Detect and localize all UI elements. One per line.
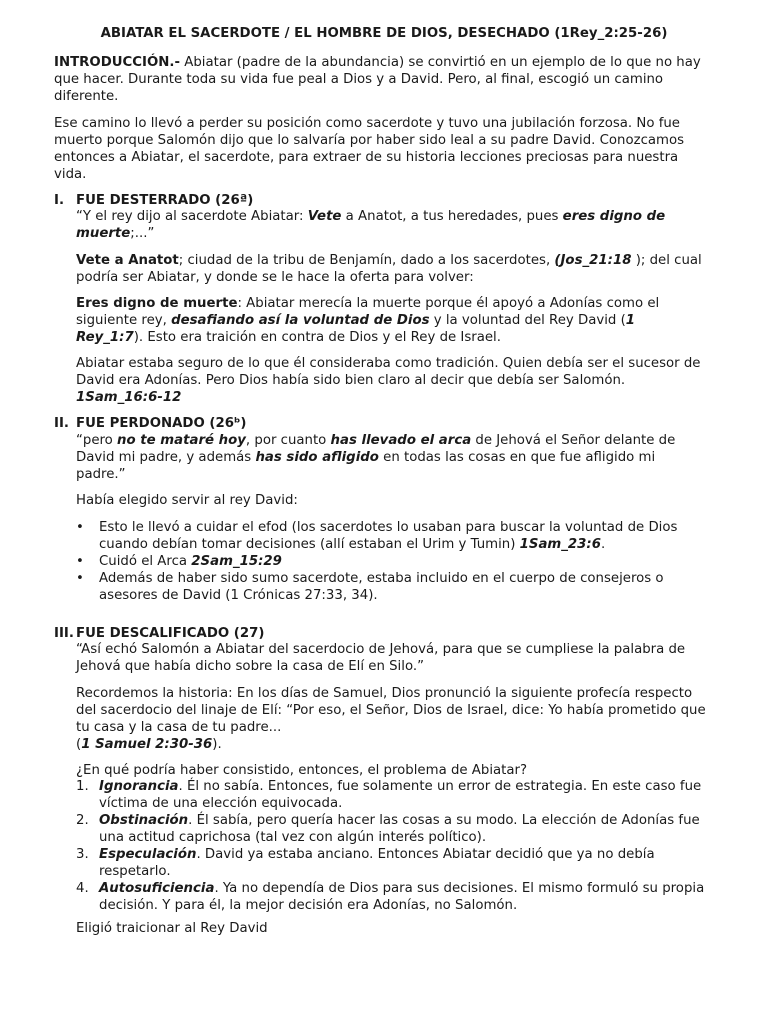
intro-text: Abiatar (padre de la abundancia) se convirtió en un ejemplo de lo que no hay que hacer. Durante toda su vida fue peal a Dios y a David. Pero, al final, escogió un camino diferente. [54,55,701,104]
section-2-quote: “pero no te mataré hoy, por cuanto has llevado el arca de Jehová el Señor delante de David mi padre, y además has sido afligido en todas las cosas en que fue afligido mi padre.” [76,433,676,482]
section-1-heading [54,192,253,209]
section-3-title: FUE DESCALIFICADO (27) [76,626,265,641]
section-1-paragraph-3: Abiatar estaba seguro de lo que él consideraba como tradición. Quien debía ser el sucesor de David era Adonías. Pero Dios había sido bien claro al decir que debía ser Salomón. 1Sam_16:6-12 [76,356,701,405]
section-1-quote: “Y el rey dijo al sacerdote Abiatar: Vete a Anatot, a tus heredades, pues eres digno de muerte;...” [76,209,666,241]
item-term: Obstinación [99,813,189,828]
reference-1sam-23-6: 1Sam_23:6 [519,537,602,552]
section-2-title: FUE PERDONADO (26ᵇ) [76,416,247,431]
quote-emphasis-afligido: has sido afligido [255,450,379,465]
section-3-quote: “Así echó Salomón a Abiatar del sacerdocio de Jehová, para que se cumpliese la palabra de Jehová que había dicho sobre la casa de Elí en Silo.” [76,642,686,674]
quote-emphasis-arca: has llevado el arca [330,433,472,448]
section-1-number: I. [54,193,64,208]
page-title: ABIATAR EL SACERDOTE / EL HOMBRE DE DIOS, DESECHADO (1Rey_2:25-26) [100,26,668,41]
numbered-item: Ignorancia. Él no sabía. Entonces, fue solamente un error de estrategia. En este caso fue víctima de una elección equivocada. [99,779,702,811]
numbered-item: Obstinación. Él sabía, pero quería hacer las cosas a su modo. La elección de Adonías fue una actitud caprichosa (tal vez con algún interés político). [99,813,700,845]
section-2-bullet-list [54,519,714,604]
intro-paragraph [54,54,714,105]
section-1-title: FUE DESTERRADO (26ª) [76,193,254,208]
section-3-closing: Eligió traicionar al Rey David [76,921,268,936]
item-term: Especulación [99,847,197,862]
term-vete-a-anatot: Vete a Anatot [76,253,179,268]
emphasis-desafiando: desafiando así la voluntad de Dios [171,313,430,328]
section-1-paragraph-2: Eres digno de muerte: Abiatar merecía la muerte porque él apoyó a Adonías como el siguiente rey, desafiando así la voluntad de Dios y la voluntad del Rey David (1 Rey_1:7). Esto era traición en contra de Dios y el Rey de Israel. [76,296,660,345]
bullet-item: • Además de haber sido sumo sacerdote, estaba incluido en el cuerpo de consejeros o asesores de David (1 Crónicas 27:33, 34). [54,570,714,604]
section-3-heading [54,625,264,642]
section-3-number: III. [54,626,74,641]
bullet-item: • Esto le llevó a cuidar el efod (los sacerdotes lo usaban para buscar la voluntad de Dios cuando debían tomar decisiones (allí estaban el Urim y Tumin) 1Sam_23:6. [54,519,714,553]
reference-jos-21-18: (Jos_21:18 [554,253,632,268]
bullet-item: • Cuidó el Arca 2Sam_15:29 [54,553,714,570]
reference-2sam-15-29: 2Sam_15:29 [191,554,282,569]
section-3-question: ¿En qué podría haber consistido, entonces, el problema de Abiatar? [76,763,528,778]
section-2-paragraph-1: Había elegido servir al rey David: [76,493,298,508]
item-term: Autosuficiencia [99,881,215,896]
numbered-item: Especulación. David ya estaba anciano. Entonces Abiatar decidió que ya no debía respetarlo. [99,847,655,879]
section-2-number: II. [54,416,69,431]
section-3-numbered-list [54,778,714,914]
section-3-paragraph-1: Recordemos la historia: En los días de Samuel, Dios pronunció la siguiente profecía respecto del sacerdocio del linaje de Elí: “Por eso, el Señor, Dios de Israel, dice: Yo había prometido que tu casa y la casa de tu padre... (1 Samuel 2:30-36). [76,686,706,752]
reference-1sam-16: 1Sam_16:6-12 [76,390,182,405]
quote-emphasis-digno: eres digno de muerte [76,209,666,241]
intro-paragraph-2: Ese camino lo llevó a perder su posición como sacerdote y tuvo una jubilación forzosa. No fue muerto porque Salomón dijo que lo salvaría por haber sido leal a su padre David. Conozcamos entonces a Abiatar, el sacerdote, para extraer de su historia lecciones preciosas para nuestra vida. [54,116,685,182]
quote-emphasis-vete: Vete [307,209,342,224]
section-1-paragraph-1: Vete a Anatot; ciudad de la tribu de Benjamín, dado a los sacerdotes, (Jos_21:18 ); del cual podría ser Abiatar, y donde se le hace la oferta para volver: [76,253,702,285]
reference-1samuel-2-30: 1 Samuel 2:30-36 [81,737,213,752]
term-eres-digno: Eres digno de muerte [76,296,238,311]
intro-label: INTRODUCCIÓN.- [54,55,180,70]
section-2-heading [54,415,246,432]
quote-emphasis-no-te-matare: no te mataré hoy [117,433,246,448]
item-term: Ignorancia [99,779,179,794]
reference-1rey-1-7: 1 Rey_1:7 [76,313,636,345]
numbered-item: Autosuficiencia. Ya no dependía de Dios para sus decisiones. El mismo formuló su propia decisión. Y para él, la mejor decisión era Adonías, no Salomón. [99,881,705,913]
